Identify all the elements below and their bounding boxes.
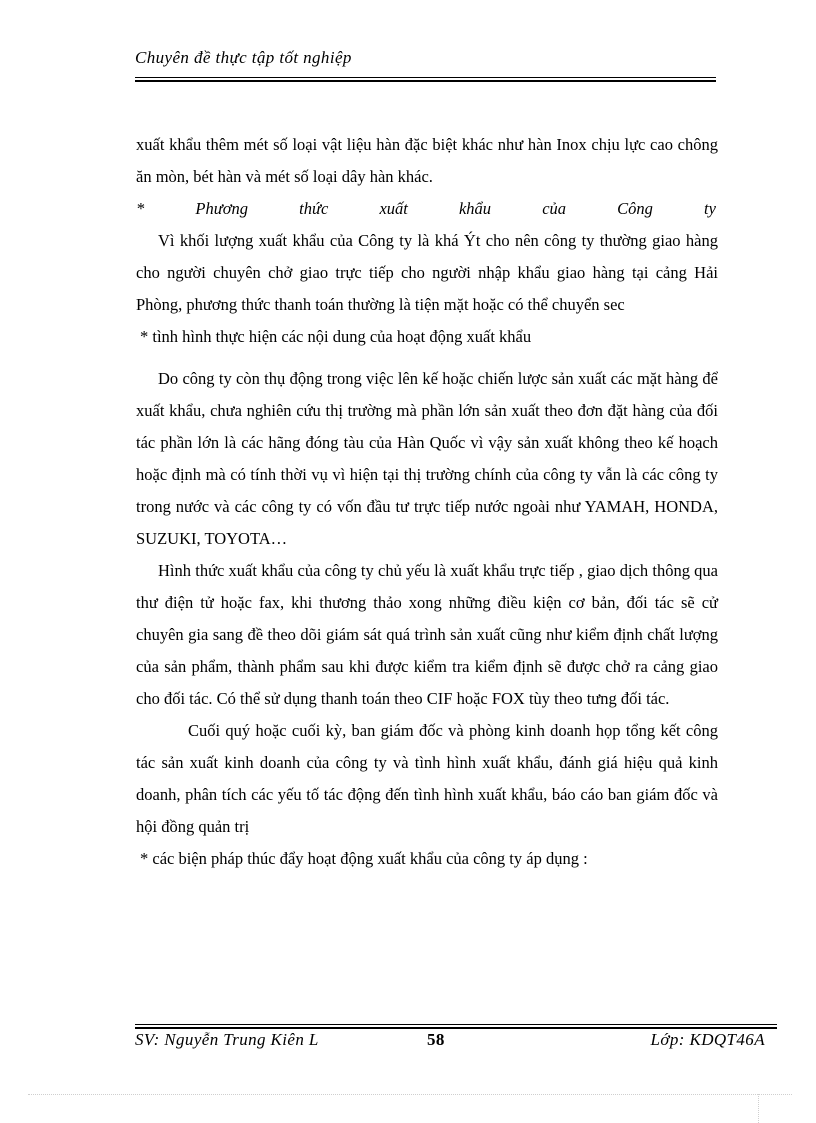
- footer-rule-thick: [135, 1027, 777, 1029]
- heading-word: ty: [704, 199, 716, 218]
- heading-export-method: [136, 193, 718, 225]
- footer-class-label: Lớp: KDQT46A: [650, 1030, 765, 1049]
- document-body: [136, 129, 718, 875]
- heading-marker: *: [136, 199, 145, 218]
- heading-word: của: [542, 199, 567, 218]
- heading-word: khẩu: [458, 199, 492, 218]
- footer-student-name: SV: Nguyễn Trung Kiên L: [135, 1030, 319, 1049]
- footer-rule-thin: [135, 1024, 777, 1025]
- page-boundary-dotted-line: [28, 1094, 792, 1095]
- heading-word: xuất: [379, 199, 408, 218]
- header-rule-thin: [135, 77, 716, 78]
- paragraph-export-materials: xuất khẩu thêm mét số loại vật liệu hàn đặc biệt khác như hàn Inox chịu lực cao chông ăn mòn, bét hàn và mét số loại dây hàn khác.: [136, 135, 718, 186]
- paragraph-export-form: Hình thức xuất khẩu của công ty chủ yếu là xuất khẩu trực tiếp , giao dịch thông qua thư điện tử hoặc fax, khi thương thảo xong những điều kiện cơ bản, đối tác sẽ cử chuyên gia sang đề theo dõi giám sát quá trình sản xuất cũng như kiểm định chất lượng của sản phẩm, thành phẩm sau khi được kiểm tra kiểm định sẽ được chở ra cảng giao cho đối tác. Có thể sử dụng thanh toán theo CIF hoặc FOX tùy theo tưng đối tác.: [136, 561, 718, 708]
- footer-page-number: 58: [427, 1030, 445, 1049]
- heading-word: thức: [299, 199, 329, 218]
- heading-word: Phương: [195, 199, 249, 218]
- header-rule-thick: [135, 80, 716, 82]
- heading-export-promotion: * các biện pháp thúc đẩy hoạt động xuất khẩu của công ty áp dụng :: [140, 849, 588, 868]
- paragraph-delivery-method: Vì khối lượng xuất khẩu của Công ty là khá Ýt cho nên công ty thường giao hàng cho người chuyên chở giao trực tiếp cho người nhập khẩu giao hàng tại cảng Hải Phòng, phương thức thanh toán thường là tiện mặt hoặc có thể chuyển sec: [136, 231, 718, 314]
- heading-export-status: * tình hình thực hiện các nội dung của hoạt động xuất khẩu: [140, 327, 532, 346]
- heading-word: Công: [617, 199, 653, 218]
- paragraph-production-planning: Do công ty còn thụ động trong việc lên kế hoặc chiến lược sản xuất các mặt hàng để xuất khẩu, chưa nghiên cứu thị trường mà phần lớn sản xuất theo đơn đặt hàng của đối tác phần lớn là các hãng đóng tàu của Hàn Quốc vì vậy sản xuất không theo kế hoạch hoặc định mà có tính thời vụ vì hiện tại thị trường chính của công ty vẫn là các công ty trong nước và các công ty có vốn đầu tư trực tiếp nước ngoài như YAMAH, HONDA, SUZUKI, TOYOTA…: [136, 369, 718, 548]
- page-boundary-dotted-mark: [758, 1094, 759, 1123]
- paragraph-periodic-review: Cuối quý hoặc cuối kỳ, ban giám đốc và phòng kinh doanh họp tổng kết công tác sản xuất kinh doanh của công ty và tình hình xuất khẩu, đánh giá hiệu quả kinh doanh, phân tích các yếu tố tác động đến tình hình xuất khẩu, báo cáo ban giám đốc và hội đồng quản trị: [136, 721, 718, 836]
- page-header-title: Chuyên đề thực tập tốt nghiệp: [135, 48, 352, 67]
